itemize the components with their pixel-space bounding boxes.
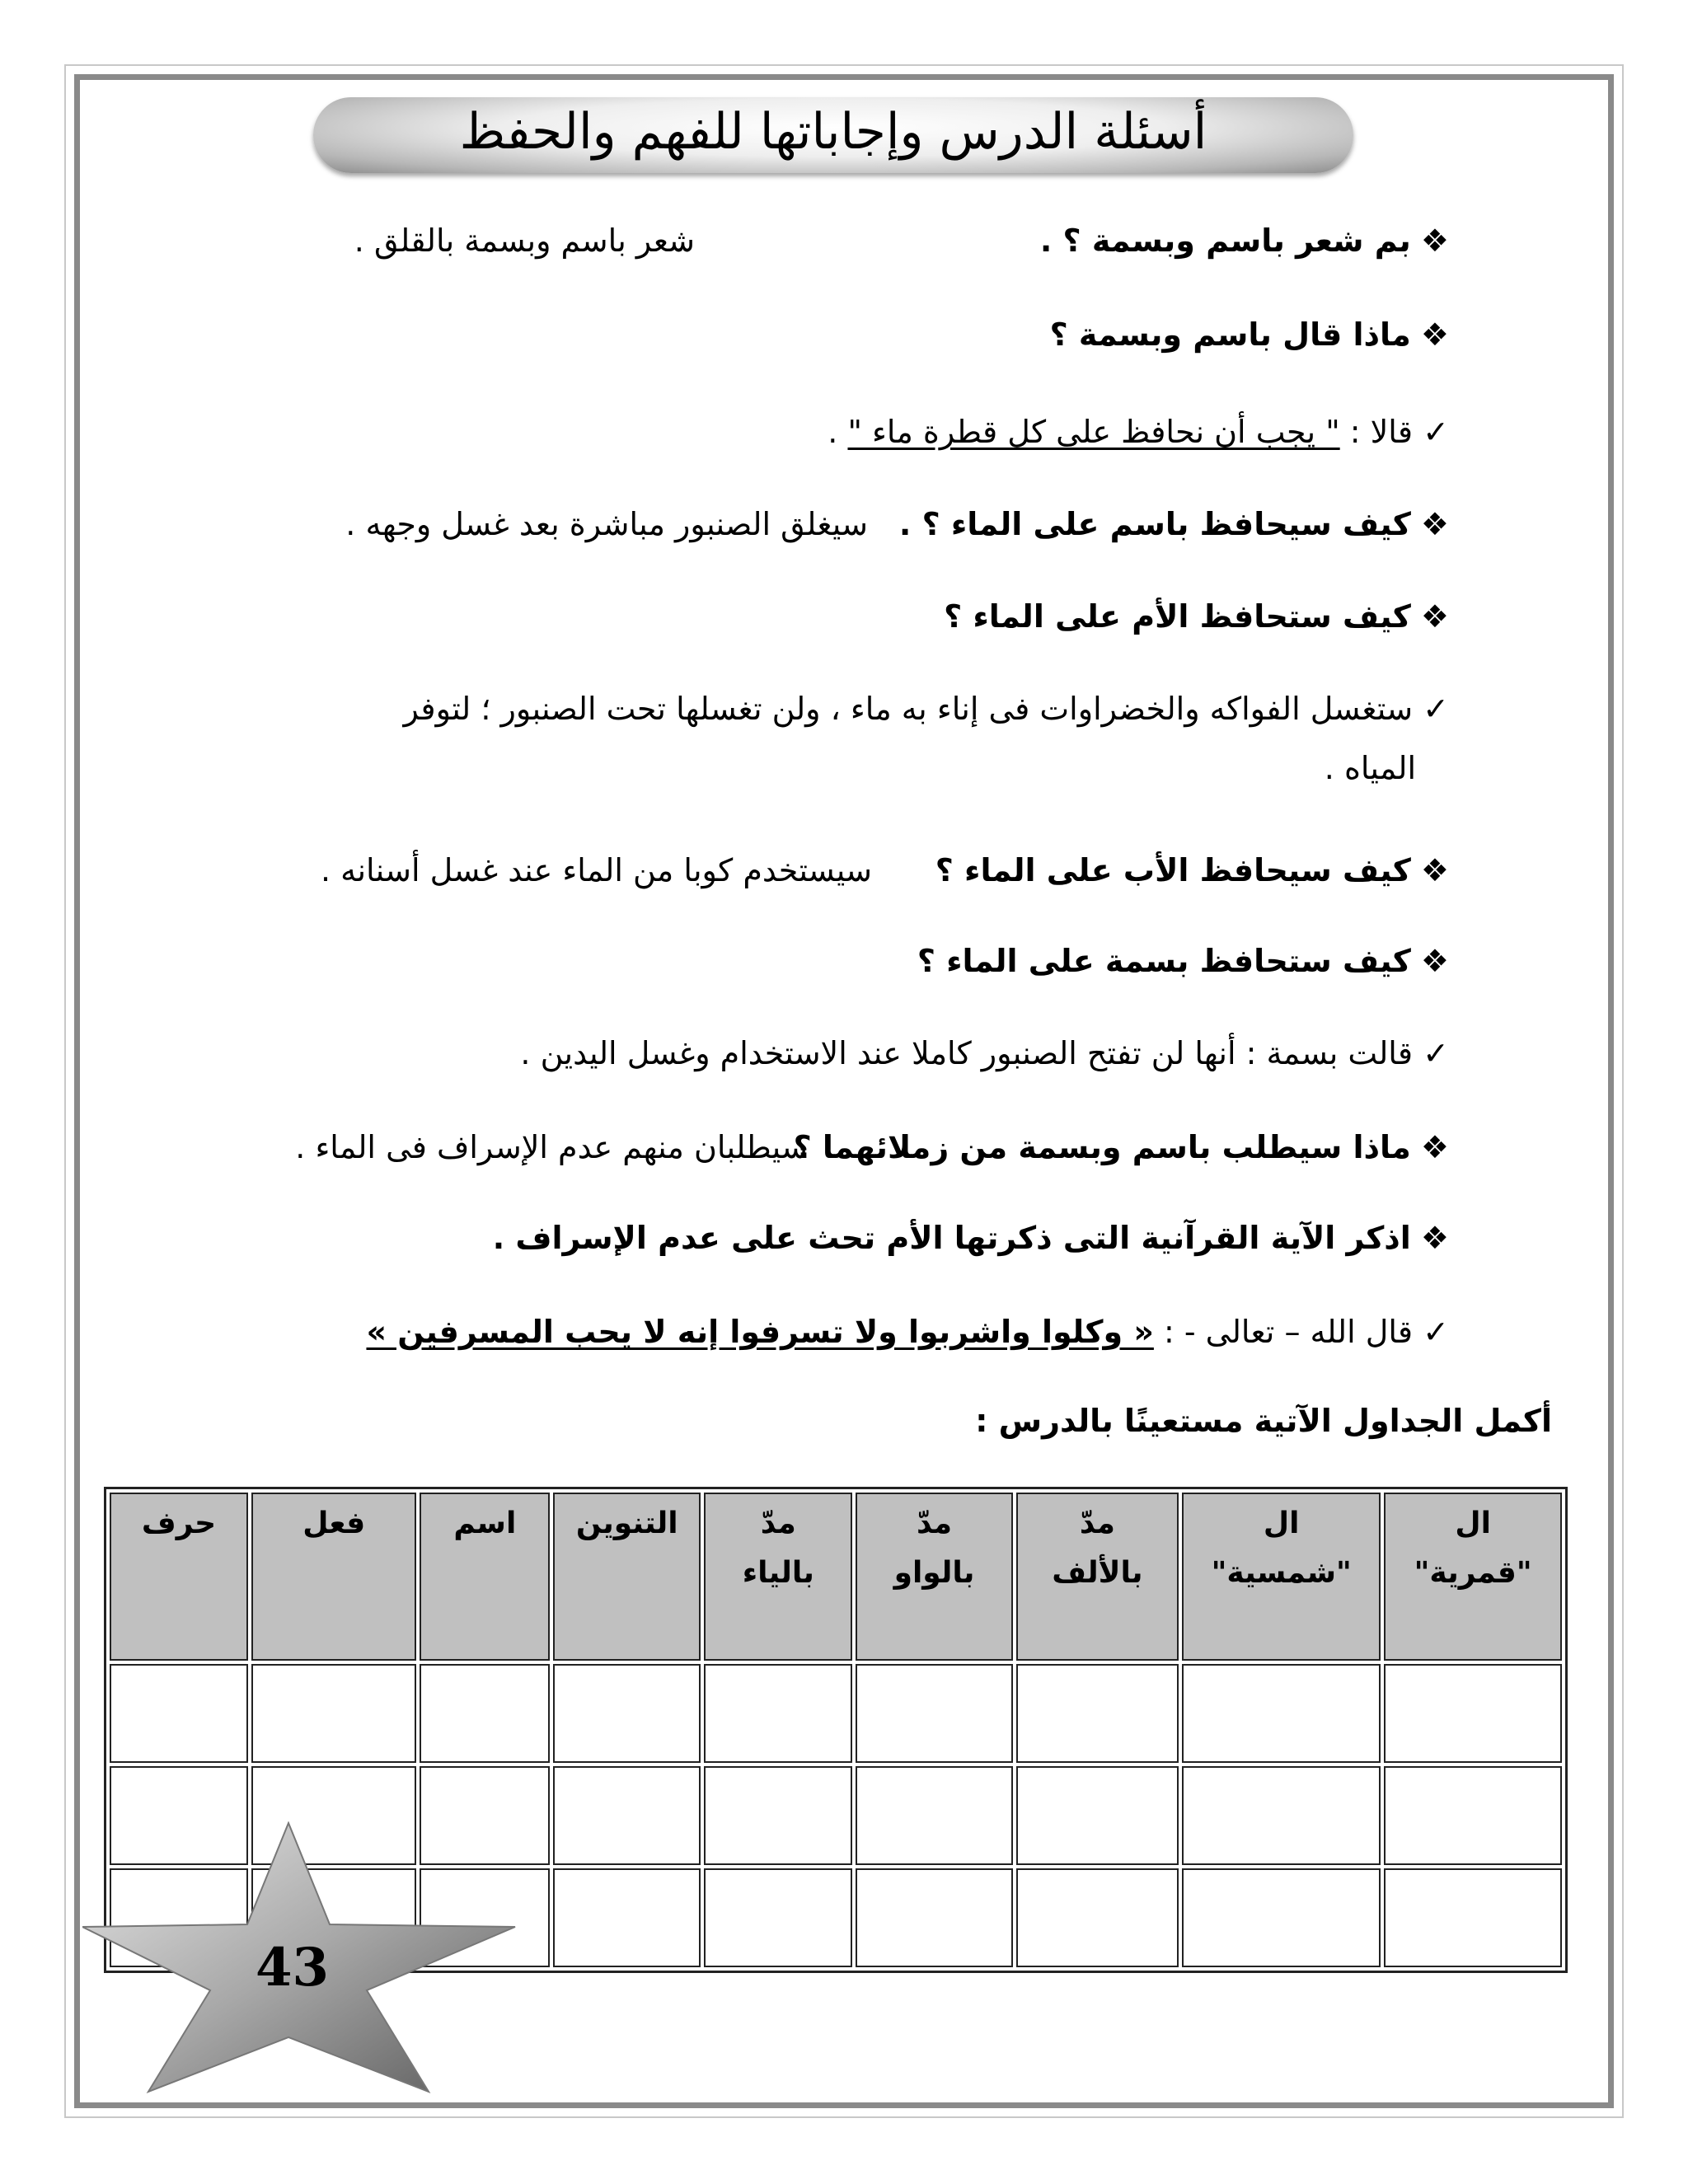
answer-text: شعر باسم وبسمة بالقلق . <box>354 223 695 259</box>
bullet-icon: ❖ <box>1420 316 1449 353</box>
table-cell <box>1016 1766 1179 1865</box>
table-cell <box>553 1664 701 1763</box>
question-text: اذكر الآية القرآنية التى ذكرتها الأم تحث على عدم الإسراف . <box>492 1220 1411 1256</box>
answer-prefix: قالا : <box>1339 414 1414 450</box>
answer-prefix: قال الله – تعالى - : <box>1153 1314 1414 1350</box>
header-madd-ya: مدّ بالياء <box>704 1493 852 1661</box>
bullet-icon: ❖ <box>1420 598 1449 635</box>
table-cell <box>704 1766 852 1865</box>
table-cell <box>420 1664 550 1763</box>
check-icon: ✓ <box>1423 1314 1449 1350</box>
table-cell <box>110 1664 248 1763</box>
question-text: كيف ستحافظ الأم على الماء ؟ <box>944 598 1411 635</box>
table-instructions: أكمل الجداول الآتية مستعينًا بالدرس : <box>975 1403 1552 1439</box>
answer-text: سيغلق الصنبور مباشرة بعد غسل وجهه . <box>345 506 868 542</box>
header-madd-waw: مدّ بالواو <box>856 1493 1012 1661</box>
header-fiil: فعل <box>251 1493 416 1661</box>
check-icon: ✓ <box>1423 1035 1449 1071</box>
table-cell <box>553 1868 701 1967</box>
question-line-6 <box>917 940 1449 982</box>
table-cell <box>704 1664 852 1763</box>
table-cell <box>856 1868 1012 1967</box>
question-line-7 <box>794 1126 1449 1169</box>
answer-line-6 <box>520 1032 1449 1075</box>
header-harf: حرف <box>110 1493 248 1661</box>
bullet-icon: ❖ <box>1420 943 1449 979</box>
table-cell <box>1384 1868 1562 1967</box>
table-cell <box>856 1664 1012 1763</box>
question-line-2 <box>1050 313 1449 356</box>
bullet-icon: ❖ <box>1420 1129 1449 1165</box>
table-cell <box>1182 1766 1381 1865</box>
question-text: ماذا سيطلب باسم وبسمة من زملائهما ؟ <box>793 1129 1411 1165</box>
table-header-row <box>110 1493 1562 1661</box>
page-title: أسئلة الدرس وإجاباتها للفهم والحفظ <box>459 103 1207 161</box>
answer-text: قالت بسمة : أنها لن تفتح الصنبور كاملا عند الاستخدام وغسل اليدين . <box>520 1035 1414 1071</box>
question-line-1 <box>1040 219 1449 262</box>
answer-suffix: . <box>828 414 848 450</box>
bullet-icon: ❖ <box>1420 506 1449 542</box>
table-cell <box>704 1868 852 1967</box>
header-tanween: التنوين <box>553 1493 701 1661</box>
answer-text: سيستخدم كوبا من الماء عند غسل أسنانه . <box>320 852 872 888</box>
answer-text: سيطلبان منهم عدم الإسراف فى الماء . <box>295 1129 808 1165</box>
table-cell <box>1016 1664 1179 1763</box>
check-icon: ✓ <box>1423 414 1449 450</box>
question-line-5 <box>935 849 1449 892</box>
header-madd-alif: مدّ بالألف <box>1016 1493 1179 1661</box>
table-cell <box>1182 1868 1381 1967</box>
question-text: كيف سيحافظ الأب على الماء ؟ <box>935 852 1411 888</box>
table-cell <box>251 1664 416 1763</box>
question-text: بم شعر باسم وبسمة ؟ . <box>1039 223 1411 259</box>
table-cell <box>553 1766 701 1865</box>
question-text: كيف سيحافظ باسم على الماء ؟ . <box>898 506 1411 542</box>
answer-line-8 <box>366 1310 1449 1353</box>
question-line-8 <box>493 1216 1449 1259</box>
table-cell <box>1182 1664 1381 1763</box>
answer-line-2 <box>828 410 1449 453</box>
question-text: ماذا قال باسم وبسمة ؟ <box>1049 316 1411 353</box>
header-ism: اسم <box>420 1493 550 1661</box>
table-cell <box>1384 1766 1562 1865</box>
answer-line-4a <box>403 687 1449 730</box>
header-qamariya: ال "قمرية" <box>1384 1493 1562 1661</box>
question-text: كيف ستحافظ بسمة على الماء ؟ <box>917 943 1411 979</box>
header-shamsiya: ال "شمسية" <box>1182 1493 1381 1661</box>
page-number: 43 <box>256 1937 330 1999</box>
table-cell <box>1384 1664 1562 1763</box>
answer-line-4b: المياه . <box>1324 750 1416 786</box>
bullet-icon: ❖ <box>1420 223 1449 259</box>
answer-quote: « وكلوا واشربوا ولا تسرفوا إنه لا يحب المسرفين » <box>366 1314 1154 1350</box>
question-line-4 <box>944 595 1449 638</box>
question-line-3 <box>899 503 1449 546</box>
bullet-icon: ❖ <box>1420 1220 1449 1256</box>
check-icon: ✓ <box>1423 691 1449 727</box>
bullet-icon: ❖ <box>1420 852 1449 888</box>
table-cell <box>856 1766 1012 1865</box>
answer-quote: " يجب أن نحافظ على كل قطرة ماء " <box>847 414 1340 450</box>
table-row <box>110 1664 1562 1763</box>
table-cell <box>1016 1868 1179 1967</box>
answer-text: ستغسل الفواكه والخضراوات فى إناء به ماء ، ولن تغسلها تحت الصنبور ؛ لتوفر <box>403 691 1414 727</box>
